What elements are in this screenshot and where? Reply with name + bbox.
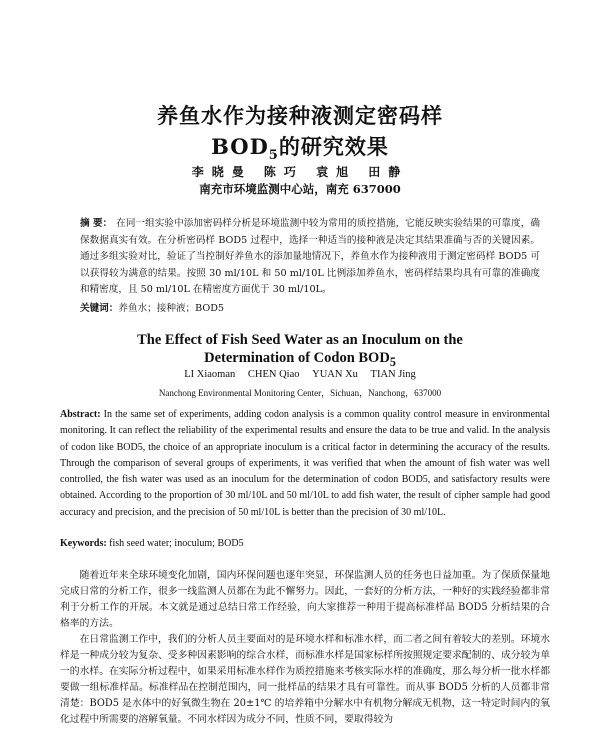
abstract-cn-label: 摘 要： [80,218,113,229]
body-text-cn [60,568,550,728]
keywords-cn [80,300,540,314]
authors-en [0,369,600,380]
title-en-line2-text: Determination of Codon BOD [204,350,390,366]
title-cn-bod: BOD [211,134,269,159]
keywords-en [60,538,550,549]
title-cn-suffix: 的研究效果 [278,134,389,159]
abstract-en-label: Abstract: [60,409,101,420]
abstract-en [60,407,550,521]
title-en-sub: 5 [389,354,396,369]
keywords-cn-label: 关键词： [80,303,119,314]
title-en-line1: The Effect of Fish Seed Water as an Inoculum on the [137,332,463,348]
authors-cn: 李晓曼 陈巧 袁旭 田静 [191,165,409,179]
affiliation-cn: 南充市环境监测中心站，南充 637000 [199,182,401,196]
title-cn-line2 [0,131,600,163]
title-en-line2 [0,350,600,370]
keywords-en-text: fish seed water; inoculum; BOD5 [109,538,244,549]
author-en-4: TIAN Jing [370,369,416,380]
keywords-en-label: Keywords: [60,538,107,549]
title-cn-sub: 5 [268,148,279,164]
title-cn-line1: 养鱼水作为接种液测定密码样 [157,103,443,128]
abstract-en-text: In the same set of experiments, adding codon analysis is a common quality control measure in environmental monitoring. It can reflect the reliability of the experimental results and ensure the data to be true and valid. In the analysis of codon like BOD5, the choice of an appropriate inoculum is a critical factor in determining the accuracy of the results. Through the comparison of several groups of experiments, it was verified that when the amount of fish water was well controlled, the fish water was used as an inoculum for the determination of codon BOD5, and satisfactory results were obtained. According to the proportion of 30 ml/10L and 50 ml/10L to add fish water, the result of cipher sample had good accuracy and precision, and the precision of 50 ml/10L is better than the precision of 30 ml/10L. [60,409,551,518]
body-paragraph-1: 随着近年来全球环境变化加剧，国内环保问题也逐年突显，环保监测人员的任务也日益加重。为了保质保量地完成日常的分析工作，很多一线监测人员都在为此不懈努力。因此，一套好的分析方法，一种好的实践经验都非常利于分析工作的开展。本文就是通过总结日常工作经验，向大家推荐一种用于提高标准样品 BOD5 分析结果的合格率的方法。 [60,570,550,629]
affiliation-en: Nanchong Environmental Monitoring Center，Sichuan，Nanchong，637000 [158,388,442,398]
body-paragraph-2: 在日常监测工作中，我们的分析人员主要面对的是环境水样和标准水样，而二者之间有着较大的差别。环境水样是一种成分较为复杂、受多种因素影响的综合水样，而标准水样是国家标样所按照规定要求配制的、成分较为单一的水样。在实际分析过程中，如果采用标准水样作为质控措施来考核实际水样的准确度，那么每分析一批水样都要做一组标准样品。标准样品在控制范围内，同一批样品的结果才具有可靠性。而从事 BOD5 分析的人员都非常清楚：BOD5 是水体中的好氧微生物在 20±1℃ 的培养箱中分解水中有机物分解成无机物，这一特定时间内的氧化过程中所需要的溶解氧量。不同水样因为成分不同，性质不同，要取得较为 [60,634,550,725]
keywords-cn-text: 养鱼水；接种液；BOD5 [118,303,225,314]
author-en-3: YUAN Xu [312,369,358,380]
author-en-2: CHEN Qiao [247,369,300,380]
author-en-1: LI Xiaoman [184,369,236,380]
abstract-cn-text: 在同一组实验中添加密码样分析是环境监测中较为常用的质控措施，它能反映实验结果的可靠度，确保数据真实有效。在分析密码样 BOD5 过程中，选择一种适当的接种液是决定其结果准确与否的关键因素。通过多组实验对比，验证了当控制好养鱼水的添加量地情况下，养鱼水作为接种液用于测定密码样 BOD5 可以获得较为满意的结果。按照 30 ml/10L 和 50 ml/10L 比例添加养鱼水，密码样结果均具有可靠的准确度和精密度，且 50 ml/10L 在精密度方面优于 30 ml/10L。 [80,218,541,295]
abstract-cn [80,216,540,299]
